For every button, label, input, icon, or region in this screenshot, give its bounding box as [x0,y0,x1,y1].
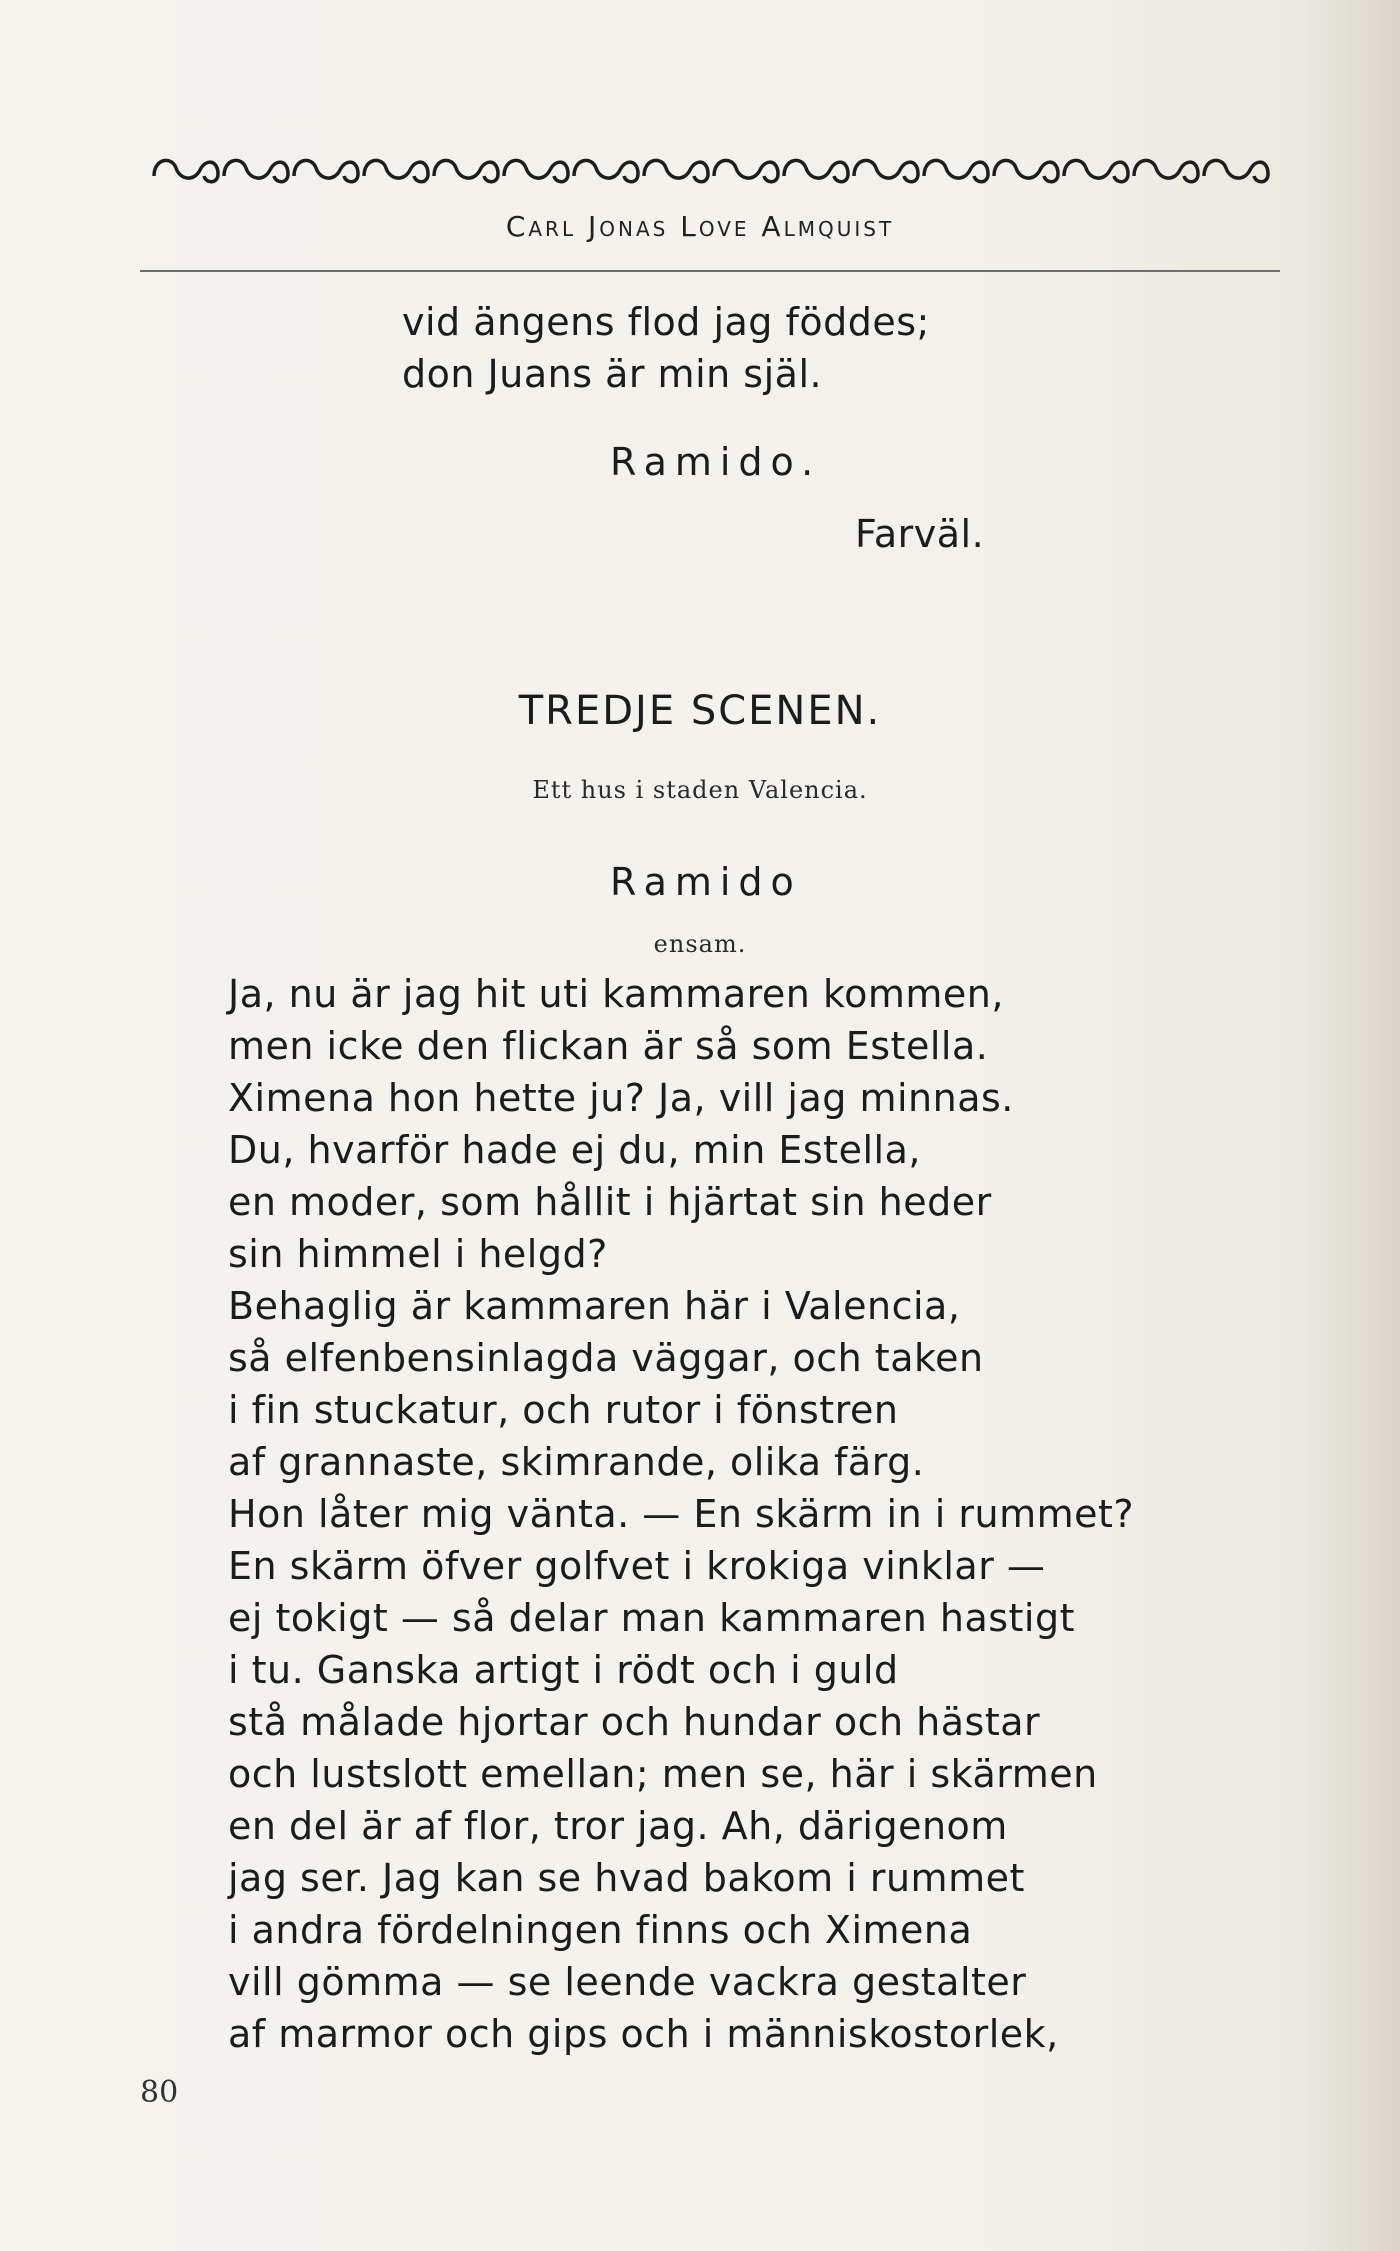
verse-line: i andra fördelningen finns och Ximena [228,1908,973,1952]
verse-line-reply: Farväl. [855,512,985,556]
verse-line: Ximena hon hette ju? Ja, vill jag minnas. [228,1076,1014,1120]
speaker-name: Ramido. [610,440,822,484]
verse-line: en del är af flor, tror jag. Ah, därigenom [228,1804,1008,1848]
stage-direction: ensam. [653,930,747,958]
speaker-name: Ramido [610,860,802,904]
verse-line: vill gömma — se leende vackra gestalter [228,1960,1027,2004]
running-header-author: Carl Jonas Love Almquist [505,210,895,243]
verse-line: Du, hvarför hade ej du, min Estella, [228,1128,921,1172]
verse-line: Ja, nu är jag hit uti kammaren kommen, [228,972,1004,1016]
verse-line: vid ängens flod jag föddes; [402,300,930,344]
verse-line: ej tokigt — så delar man kammaren hastigt [228,1596,1075,1640]
verse-line: sin himmel i helgd? [228,1232,608,1276]
verse-line: stå målade hjortar och hundar och hästar [228,1700,1041,1744]
scene-title: TREDJE SCENEN. [518,688,882,734]
scene-setting: Ett hus i staden Valencia. [532,776,868,804]
verse-line: don Juans är min själ. [402,352,823,396]
verse-line: af grannaste, skimrande, olika färg. [228,1440,925,1484]
verse-line: Hon låter mig vänta. — En skärm in i rummet? [228,1492,1135,1536]
verse-line: och lustslott emellan; men se, här i skärmen [228,1752,1098,1796]
verse-line: en moder, som hållit i hjärtat sin heder [228,1180,992,1224]
verse-line: En skärm öfver golfvet i krokiga vinklar — [228,1544,1046,1588]
verse-line: i fin stuckatur, och rutor i fönstren [228,1388,899,1432]
verse-line: men icke den flickan är så som Estella. [228,1024,989,1068]
verse-line: i tu. Ganska artigt i rödt och i guld [228,1648,899,1692]
page-number: 80 [140,2075,179,2110]
verse-line: jag ser. Jag kan se hvad bakom i rummet [228,1856,1025,1900]
verse-line: Behaglig är kammaren här i Valencia, [228,1284,961,1328]
verse-line: så elfenbensinlagda väggar, och taken [228,1336,984,1380]
verse-line: af marmor och gips och i människostorlek, [228,2012,1059,2056]
